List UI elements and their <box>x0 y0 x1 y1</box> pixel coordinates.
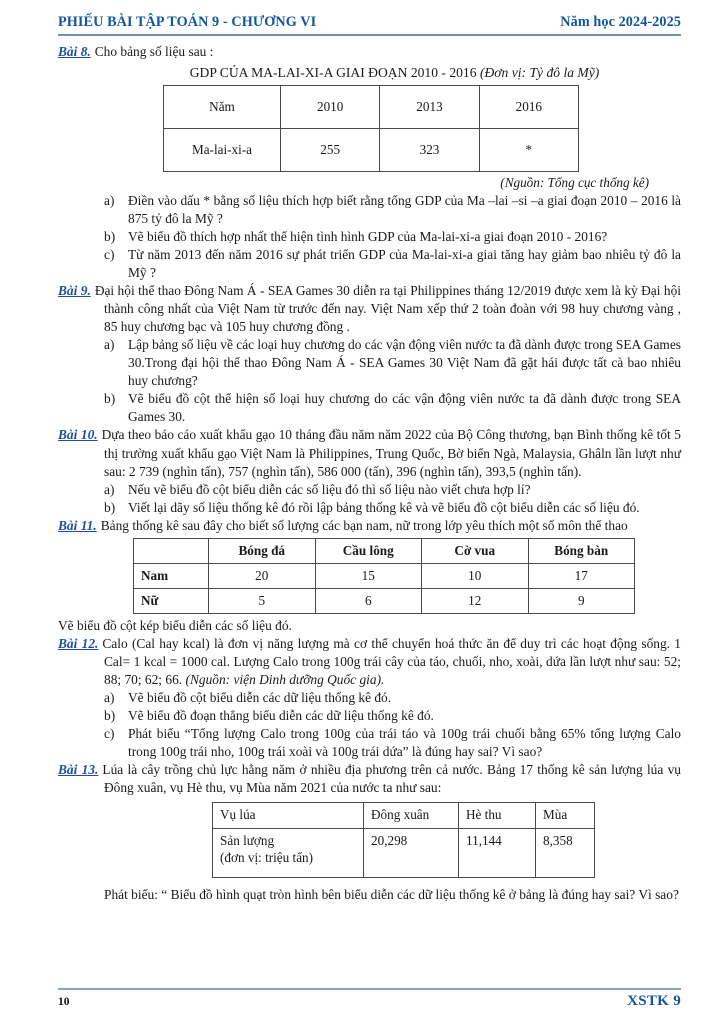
gdp-data-cell-0: Ma-lai-xi-a <box>164 129 281 172</box>
document-id: XSTK 9 <box>627 993 681 1009</box>
footer-row <box>58 993 681 1010</box>
gdp-header-cell-3: 2016 <box>479 86 578 129</box>
gdp-header-cell-1: 2010 <box>281 86 380 129</box>
exercise-9-body-text: Đại hội thể thao Đông Nam Á - SEA Games 30 diễn ra tại Philippines tháng 12/2019 được xem là kỳ Đại hội thành công nhất của Việt Nam từ trước đến nay. Việt Nam xếp thứ 2 toàn đoàn với 98 huy chương vàng , 85 huy chương bạc và 105 huy chương đồng . <box>94 283 681 335</box>
exercise-13-body-text: Lúa là cây trồng chủ lực hằng năm ở nhiều địa phương trên cả nước. Bảng 17 thống kê sản lượng lúa vụ Đông xuân, vụ Hè thu, vụ Mùa năm 2021 của nước ta như sau: <box>102 761 681 795</box>
sports-row-label-nam: Nam <box>134 563 209 588</box>
exercise-9-items <box>58 336 681 426</box>
rice-data-cell-3: 8,358 <box>536 828 595 877</box>
rice-header-cell-0: Vụ lúa <box>213 802 364 828</box>
list-item <box>104 689 681 707</box>
item-text: Nếu vẽ biểu đồ cột biểu diễn các số liệu đó thì số liệu nào viết chưa hợp lí? <box>128 481 531 497</box>
exercise-10-items <box>58 481 681 517</box>
item-marker: a) <box>104 193 115 209</box>
item-marker: b) <box>104 499 116 515</box>
item-marker: a) <box>104 689 115 705</box>
sports-cell-nu-3: 9 <box>528 588 635 613</box>
item-marker: a) <box>104 337 115 353</box>
sports-row-label-nu: Nữ <box>134 588 209 613</box>
rice-header-cell-3: Mùa <box>536 802 595 828</box>
exercise-13-closing: Phát biểu: “ Biểu đồ hình quạt tròn hình bên biểu diễn các dữ liệu thống kê ở bảng là đúng hay sai? Vì sao? <box>104 886 679 902</box>
item-text: Lập bảng số liệu về các loại huy chương do các vận động viên nước ta đã dành được trong SEA Games 30.Trong đại hội thể thao Đông Nam Á - SEA Games 30 Việt Nam đã gặt hái được tất cà bao nhiêu huy chương? <box>128 337 681 389</box>
exercise-8-intro <box>58 43 681 61</box>
list-item <box>104 192 681 228</box>
exercise-8-items <box>58 192 681 282</box>
item-text: Vẽ biểu đồ cột biểu diễn các dữ liệu thống kê đó. <box>128 689 392 705</box>
rice-data-label-line1: Sản lượng <box>220 832 275 848</box>
header-title-left: PHIẾU BÀI TẬP TOÁN 9 - CHƯƠNG VI <box>58 14 317 30</box>
sports-table-corner <box>134 538 209 563</box>
item-marker: b) <box>104 229 116 245</box>
gdp-header-cell-0: Năm <box>164 86 281 129</box>
exercise-12-items <box>58 689 681 761</box>
item-text: Vẽ biểu đồ đoạn thẳng biểu diễn các dữ liệu thống kê đó. <box>128 707 434 723</box>
document-footer <box>58 988 681 1010</box>
rice-data-label-line2: (đơn vị: triệu tấn) <box>220 849 314 865</box>
gdp-table-source: (Nguồn: Tổng cục thống kê) <box>500 175 649 191</box>
table-row <box>164 86 579 129</box>
gdp-data-cell-3: * <box>479 129 578 172</box>
item-marker: c) <box>104 247 115 263</box>
sports-cell-nu-2: 12 <box>422 588 529 613</box>
item-text: Vẽ biểu đồ cột thể hiện số loại huy chương do các vận động viên nước ta đã dành được trong SEA Games 30. <box>128 391 681 425</box>
table-row <box>134 538 635 563</box>
sports-cell-nu-0: 5 <box>209 588 316 613</box>
list-item <box>104 390 681 426</box>
exercise-13-body <box>58 761 681 797</box>
item-marker: c) <box>104 725 115 741</box>
list-item <box>104 499 681 517</box>
exercise-12-label: Bài 12. <box>58 635 99 651</box>
header-title-right: Năm học 2024-2025 <box>560 14 681 30</box>
sports-col-header-2: Cờ vua <box>422 538 529 563</box>
gdp-data-cell-2: 323 <box>380 129 479 172</box>
list-item <box>104 246 681 282</box>
list-item <box>104 725 681 761</box>
exercise-11-after-table: Vẽ biểu đồ cột kép biểu diễn các số liệu đó. <box>58 617 292 633</box>
rice-data-label <box>213 828 364 877</box>
item-text: Điền vào dấu * bằng số liệu thích hợp biết rằng tổng GDP của Ma –lai –si –a giai đoạn 2010 – 2016 là 875 tỷ đô la Mỹ ? <box>128 193 681 227</box>
gdp-table-block <box>58 64 681 172</box>
header-divider <box>58 34 681 36</box>
sports-table <box>133 538 635 614</box>
exercise-8 <box>58 43 681 282</box>
sports-cell-nam-3: 17 <box>528 563 635 588</box>
exercise-12-body <box>58 635 681 689</box>
rice-data-cell-2: 11,144 <box>459 828 536 877</box>
table-row <box>213 802 595 828</box>
item-marker: b) <box>104 707 116 723</box>
exercise-10-label: Bài 10. <box>58 427 98 443</box>
rice-header-cell-2: Hè thu <box>459 802 536 828</box>
exercise-11-label: Bài 11. <box>58 517 97 533</box>
exercise-9 <box>58 282 681 426</box>
sports-cell-nu-1: 6 <box>315 588 422 613</box>
document-header <box>58 14 681 33</box>
item-marker: a) <box>104 481 115 497</box>
rice-header-cell-1: Đông xuân <box>364 802 459 828</box>
rice-data-cell-1: 20,298 <box>364 828 459 877</box>
item-text: Viết lại dãy số liệu thống kê đó rồi lập bảng thống kê và vẽ biểu đồ cột biểu diễn các số liệu đó. <box>128 499 640 515</box>
table-row <box>164 129 579 172</box>
page-number: 10 <box>58 996 70 1008</box>
table-row <box>213 828 595 877</box>
gdp-data-cell-1: 255 <box>281 129 380 172</box>
exercise-10-body <box>58 426 681 480</box>
exercise-9-body <box>58 282 681 336</box>
exercise-8-label: Bài 8. <box>58 44 91 59</box>
list-item <box>104 228 681 246</box>
exercise-12 <box>58 635 681 761</box>
exercise-10 <box>58 426 681 516</box>
gdp-table-title-text: GDP CỦA MA-LAI-XI-A GIAI ĐOẠN 2010 - 2016 <box>189 65 477 81</box>
exercise-8-intro-text: Cho bảng số liệu sau : <box>94 44 214 59</box>
exercise-10-body-text: Dựa theo báo cáo xuất khẩu gạo 10 tháng đầu năm năm 2022 của Bộ Công thương, bạn Bình thống kê tốt 5 thị trường xuất khẩu gạo Việt Nam là Philippines, Trung Quốc, Bờ biển Ngà, Malaysia, Ghâln lần lượt như sau: 2 739 (nghìn tấn), 757 (nghìn tấn), 586 000 (tấn), 396 (nghìn tấn), 393,5 (nghìn tấn). <box>101 427 681 479</box>
exercise-9-label: Bài 9. <box>58 283 91 299</box>
sports-col-header-1: Cầu lông <box>315 538 422 563</box>
table-row <box>134 588 635 613</box>
list-item <box>104 336 681 390</box>
table-row <box>134 563 635 588</box>
item-text: Từ năm 2013 đến năm 2016 sự phát triển GDP của Ma-lai-xi-a giai tăng hay giảm bao nhiêu tỷ đô la Mỹ ? <box>128 247 681 281</box>
sports-cell-nam-0: 20 <box>209 563 316 588</box>
exercise-11 <box>58 517 681 635</box>
exercise-12-body-text: Calo (Cal hay kcal) là đơn vị năng lượng mà cơ thể chuyển hoá thức ăn để duy trì các hoạt động sống. 1 Cal= 1 kcal = 1000 cal. Lượng Calo trong 100g trái cây của táo, chuối, nho, xoài, dứa lần lượt như sau: 52; 88; 70; 62; 66. <box>102 635 681 687</box>
rice-table <box>212 802 595 878</box>
sports-col-header-0: Bóng đá <box>209 538 316 563</box>
exercise-13-label: Bài 13. <box>58 761 99 777</box>
exercise-12-source: (Nguồn: viện Dinh dưỡng Quốc gia). <box>185 671 385 687</box>
item-text: Phát biểu “Tổng lượng Calo trong 100g của trái táo và 100g trái chuối bằng 65% tổng lượng Calo trong 100g trái nho, 100g trái xoài và 100g trái dứa” là đúng hay sai? Vì sao? <box>128 725 681 759</box>
sports-cell-nam-2: 10 <box>422 563 529 588</box>
list-item <box>104 481 681 499</box>
gdp-table-unit: (Đơn vị: Tỷ đô la Mỹ) <box>479 65 600 81</box>
footer-divider <box>58 988 681 990</box>
gdp-header-cell-2: 2013 <box>380 86 479 129</box>
gdp-table <box>163 85 579 172</box>
sports-cell-nam-1: 15 <box>315 563 422 588</box>
exercise-13 <box>58 761 681 904</box>
exercise-11-body <box>58 517 681 535</box>
list-item <box>104 707 681 725</box>
exercise-11-body-text: Bảng thống kê sau đây cho biết số lượng các bạn nam, nữ trong lớp yêu thích một số môn thể thao <box>100 517 628 533</box>
gdp-table-title <box>108 64 681 82</box>
item-marker: b) <box>104 391 116 407</box>
item-text: Vẽ biểu đồ thích hợp nhất thể hiện tình hình GDP của Ma-lai-xi-a giai đoạn 2010 - 2016? <box>128 229 608 245</box>
sports-col-header-3: Bóng bàn <box>528 538 635 563</box>
